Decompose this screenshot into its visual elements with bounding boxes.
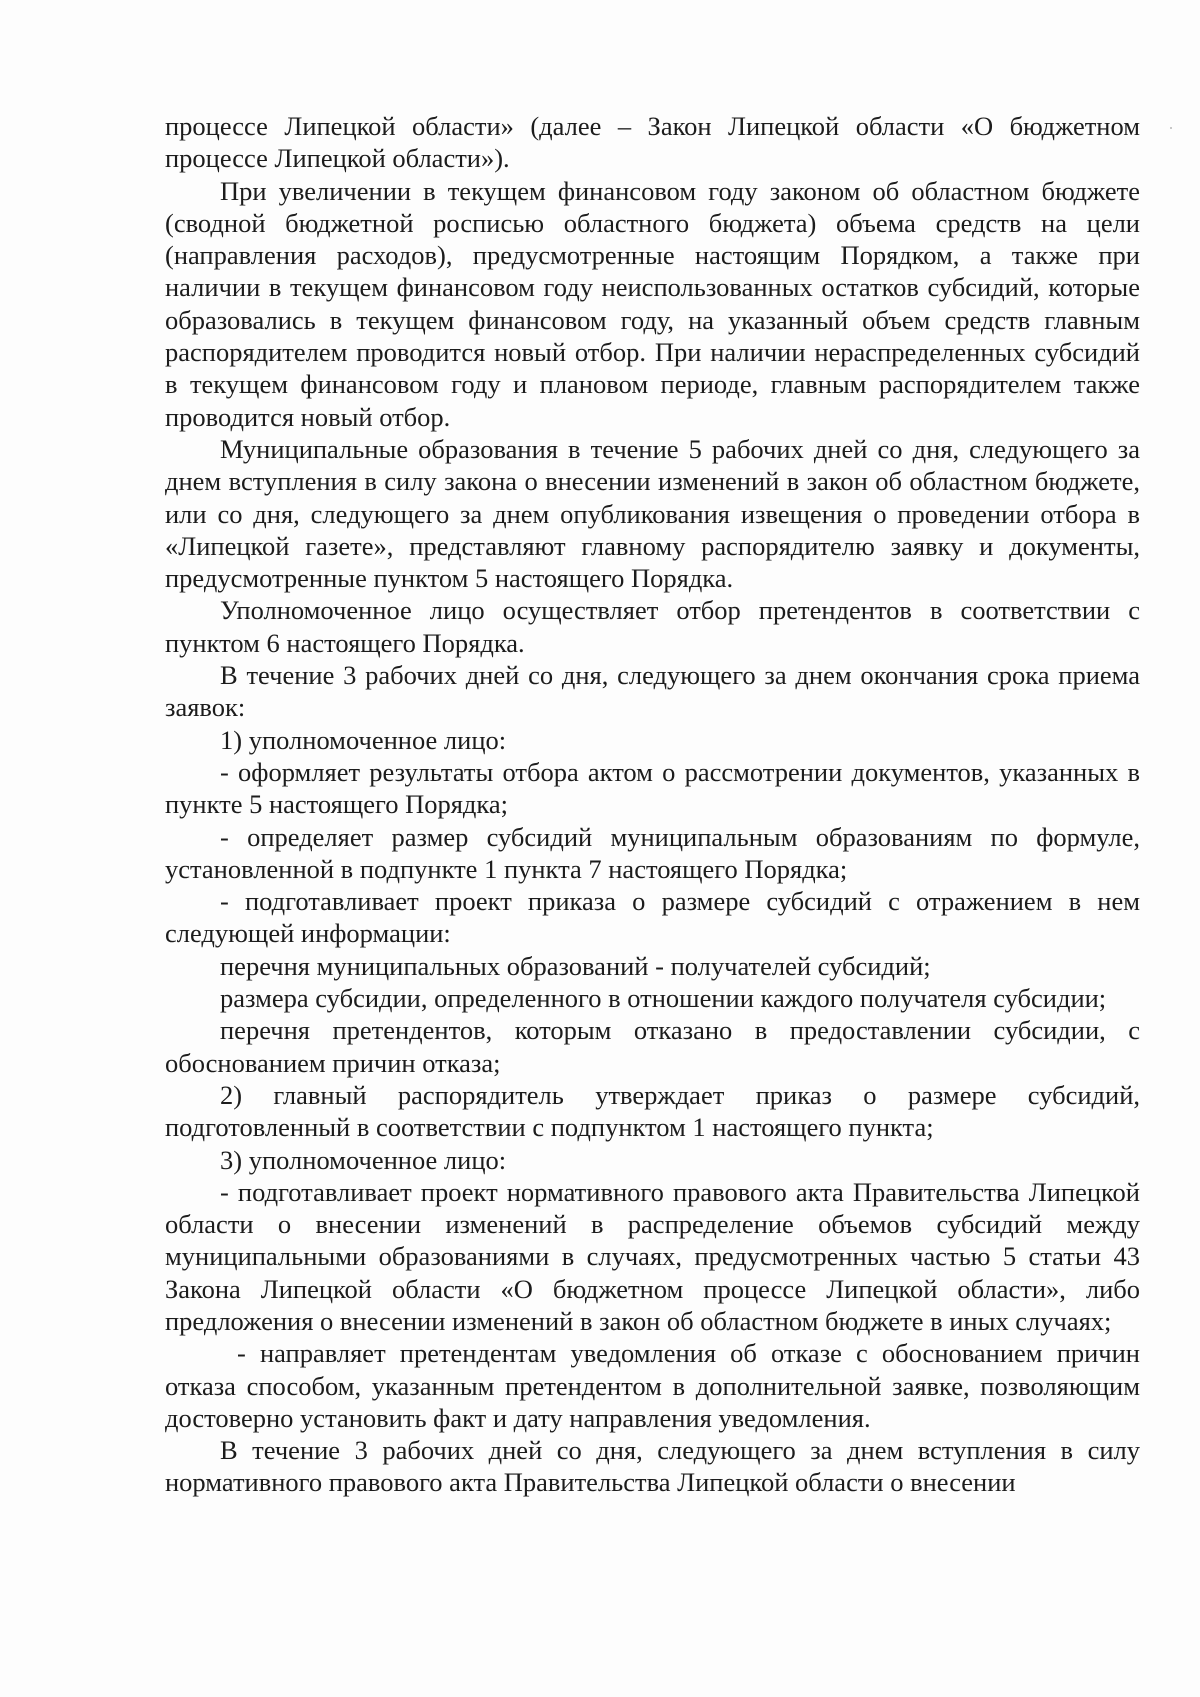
list-item-2-chief-administrator: 2) главный распорядитель утверждает приказ о размере субсидий, подготовленный в соответствии с подпунктом 1 настоящего пункта; xyxy=(165,1079,1140,1143)
list-subitem-act-of-review: - оформляет результаты отбора актом о рассмотрении документов, указанных в пункте 5 настоящего Порядка; xyxy=(165,756,1140,820)
document-body xyxy=(165,110,1140,1499)
list-subitem-draft-order: - подготавливает проект приказа о размере субсидий с отражением в нем следующей информации: xyxy=(165,886,1140,949)
list-subitem-refusal-notices: - направляет претендентам уведомления об отказе с обоснованием причин отказа способом, указанным претендентом в дополнительной заявке, позволяющим достоверно установить факт и дату направления уведомления. xyxy=(165,1338,1140,1433)
scan-speck xyxy=(1170,127,1172,129)
list-detail-subsidy-size: размера субсидии, определенного в отношении каждого получателя субсидии; xyxy=(220,983,1107,1014)
list-item-1-authorized-person: 1) уполномоченное лицо: xyxy=(220,724,507,755)
paragraph-authorized-person-selection: Уполномоченное лицо осуществляет отбор претендентов в соответствии с пунктом 6 настоящего Порядка. xyxy=(165,595,1140,658)
paragraph-new-selection-on-increase: При увеличении в текущем финансовом году законом об областном бюджете (сводной бюджетной росписью областного бюджета) объема средств на цели (направления расходов), предусмотренные настоящим Порядком, а также при наличии в текущем финансовом году неиспользованных остатков субсидий, которые образовались в текущем финансовом году, на указанный объем средств главным распорядителем проводится новый отбор. При наличии нераспределенных субсидий в текущем финансовом году и плановом периоде, главным распорядителем также проводится новый отбор. xyxy=(165,175,1140,432)
paragraph-continuation: процессе Липецкой области» (далее – Закон Липецкой области «О бюджетном процессе Липецкой области»). xyxy=(165,111,1140,174)
list-detail-recipients: перечня муниципальных образований - получателей субсидий; xyxy=(220,950,931,981)
list-item-3-authorized-person: 3) уполномоченное лицо: xyxy=(220,1144,507,1175)
list-subitem-draft-government-act: - подготавливает проект нормативного правового акта Правительства Липецкой области о внесении изменений в распределение объемов субсидий между муниципальными образованиями в случаях, предусмотренных частью 5 статьи 43 Закона Липецкой области «О бюджетном процессе Липецкой области», либо предложения о внесении изменений в закон об областном бюджете в иных случаях; xyxy=(165,1176,1140,1336)
list-detail-refused-applicants: перечня претендентов, которым отказано в предоставлении субсидии, с обоснованием причин отказа; xyxy=(165,1015,1140,1078)
paragraph-municipal-application-deadline: Муниципальные образования в течение 5 рабочих дней со дня, следующего за днем вступления в силу закона о внесении изменений в закон об областном бюджете, или со дня, следующего за днем опубликования извещения о проведении отбора в «Липецкой газете», представляют главному распорядителю заявку и документы, предусмотренные пунктом 5 настоящего Порядка. xyxy=(165,433,1140,594)
list-subitem-subsidy-amount-formula: - определяет размер субсидий муниципальным образованиям по формуле, установленной в подпункте 1 пункта 7 настоящего Порядка; xyxy=(165,821,1140,884)
paragraph-three-working-days: В течение 3 рабочих дней со дня, следующего за днем окончания срока приема заявок: xyxy=(165,660,1140,723)
paragraph-after-government-act: В течение 3 рабочих дней со дня, следующего за днем вступления в силу нормативного правового акта Правительства Липецкой области о внесении xyxy=(165,1435,1140,1498)
